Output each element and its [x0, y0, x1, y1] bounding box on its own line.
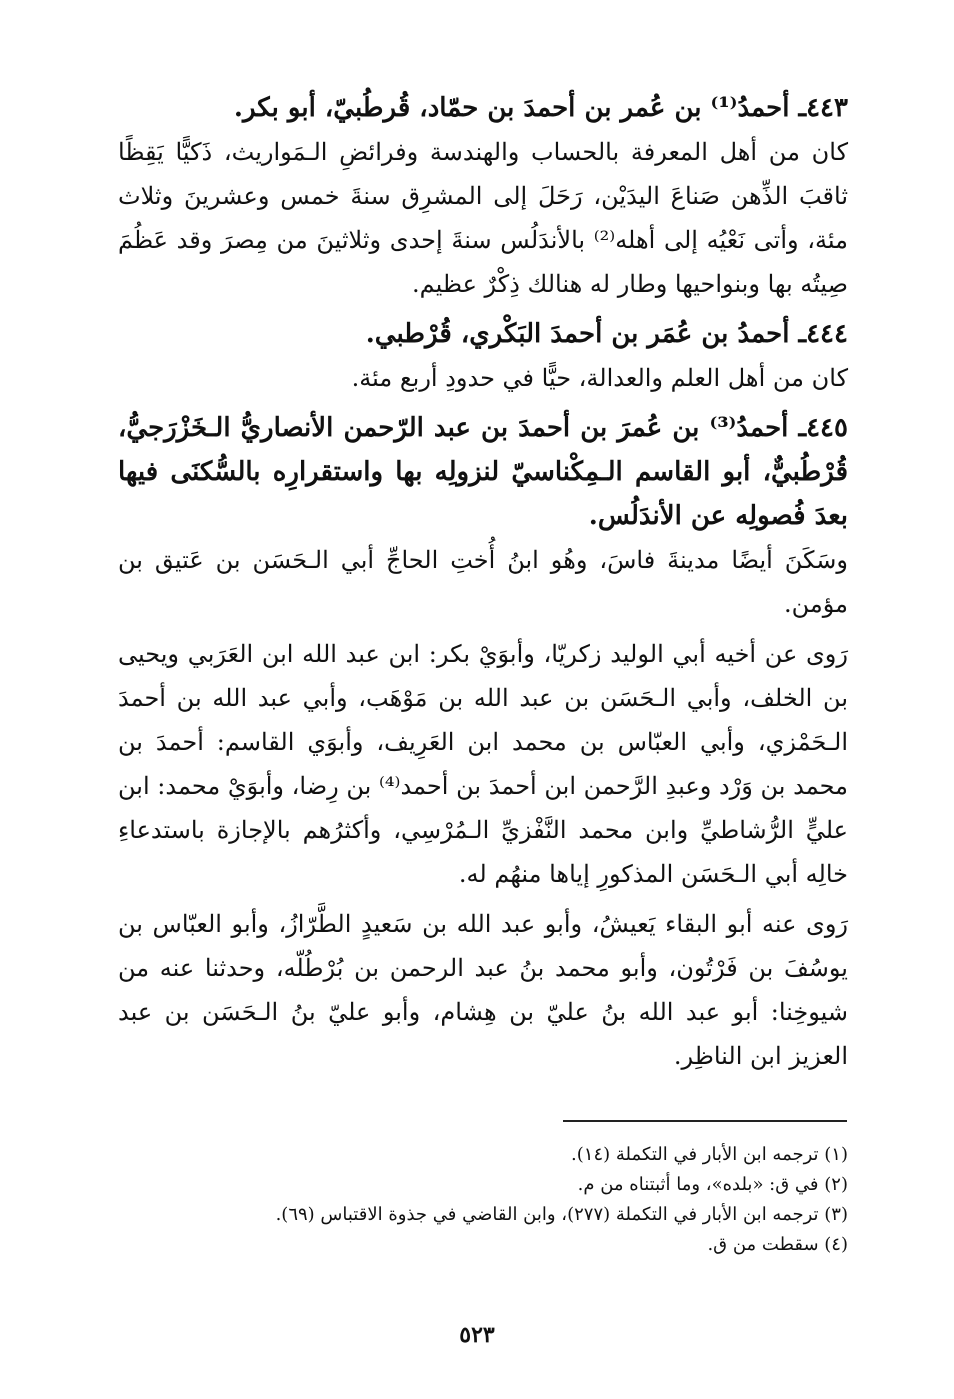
footnote-2: (٢) في ق: «بلده»، وما أثبتناه من م. — [577, 1174, 848, 1195]
entry-paragraph: كان من أهل العلم والعدالة، حيًّا في حدودِ أربع مئة. — [351, 364, 848, 392]
footnotes — [118, 1140, 848, 1260]
page-number: ٥٢٣ — [459, 1322, 495, 1348]
entry-heading: ٤٤٣ـ أحمدُ⁽¹⁾ بن عُمر بن أحمدَ بن حمّاد، قُرطُبيّ، أبو بكر. — [233, 93, 848, 123]
entry-heading: ٤٤٥ـ أحمدُ⁽³⁾ بن عُمرَ بن أحمدَ بن عبد الرّحمن الأنصاريُّ الـخَزْرَجيُّ، قُرْطُبيٌّ، أبو القاسم الـمِكْناسيّ لنزولِه بها واستقرارِه بالسُّكنَى فيها بعدَ فُصولِه عن الأندَلُس. — [118, 413, 848, 531]
footnote-3: (٣) ترجمه ابن الأبار في التكملة (٢٧٧)، وابن القاضي في جذوة الاقتباس (٦٩). — [275, 1204, 848, 1225]
footnote-1: (١) ترجمه ابن الأبار في التكملة (١٤). — [571, 1144, 848, 1165]
entry-443 — [118, 86, 848, 306]
entry-paragraph: وسَكَنَ أيضًا مدينةَ فاسَ، وهُو ابنُ أُختِ الحاجِّ أبي الـحَسَن بن عَتيق بن مؤمن. — [118, 546, 848, 618]
footnotes-divider — [563, 1120, 847, 1122]
entry-paragraph: رَوى عن أخيه أبي الوليد زكريّا، وأبوَيْ بكر: ابن عبد الله ابن العَرَبي ويحيى بن الخلف، وأبي الـحَسَن بن عبد الله بن مَوْهَب، وأبي عبد الله بن أحمدَ الـحَمْزي، وأبي العبّاس بن محمد ابن العَرِيف، وأبوَي القاسم: أحمدَ بن محمد بن وَرْد وعبدِ الرَّحمن ابن أحمدَ بن أحمد⁽⁴⁾ بن رِضا، وأبوَيْ محمد: ابن عليٍّ الرُّشاطيِّ وابن محمد النَّفْزيِّ الـمُرْسِي، وأكثرُهم بالإجازة باستدعاءِ خالِه أبي الـحَسَن المذكورِ إياها منهُم له. — [118, 640, 848, 888]
footnote-4: (٤) سقطت من ق. — [707, 1234, 848, 1255]
entry-paragraph: رَوى عنه أبو البقاء يَعيشُ، وأبو عبد الله بن سَعيدٍ الطَّرّازُ، وأبو العبّاس بن يوسُفَ بن فَرْتُون، وأبو محمد بنُ عبد الرحمن بن بُرْطُلّه، وحدثنا عنه من شيوخِنا: أبو عبد الله بنُ عليّ بن هِشام، وأبو عليّ بنُ الـحَسَن بن عبد العزيز ابن الناظِر. — [118, 910, 848, 1070]
main-text — [118, 86, 848, 1084]
entry-444 — [118, 312, 848, 400]
entry-paragraph: كان من أهل المعرفة بالحساب والهندسة وفرائضِ الـمَواريث، ذَكيًّا يَقِظًا ثاقبَ الذِّهن صَناعَ اليدَيْن، رَحَلَ إلى المشرِق سنةَ خمس وعشرينَ وثلاث مئة، وأتى نَعْيُه إلى أهله⁽²⁾ بالأندَلُس سنةَ إحدى وثلاثينَ من مِصرَ وقد عَظُمَ صِيتُه بها وبنواحيها وطار له هنالك ذِكْرٌ عظيم. — [118, 138, 848, 298]
entry-heading: ٤٤٤ـ أحمدُ بن عُمَر بن أحمدَ البَكْري، قُرْطبي. — [365, 319, 848, 349]
entry-445 — [118, 406, 848, 1078]
